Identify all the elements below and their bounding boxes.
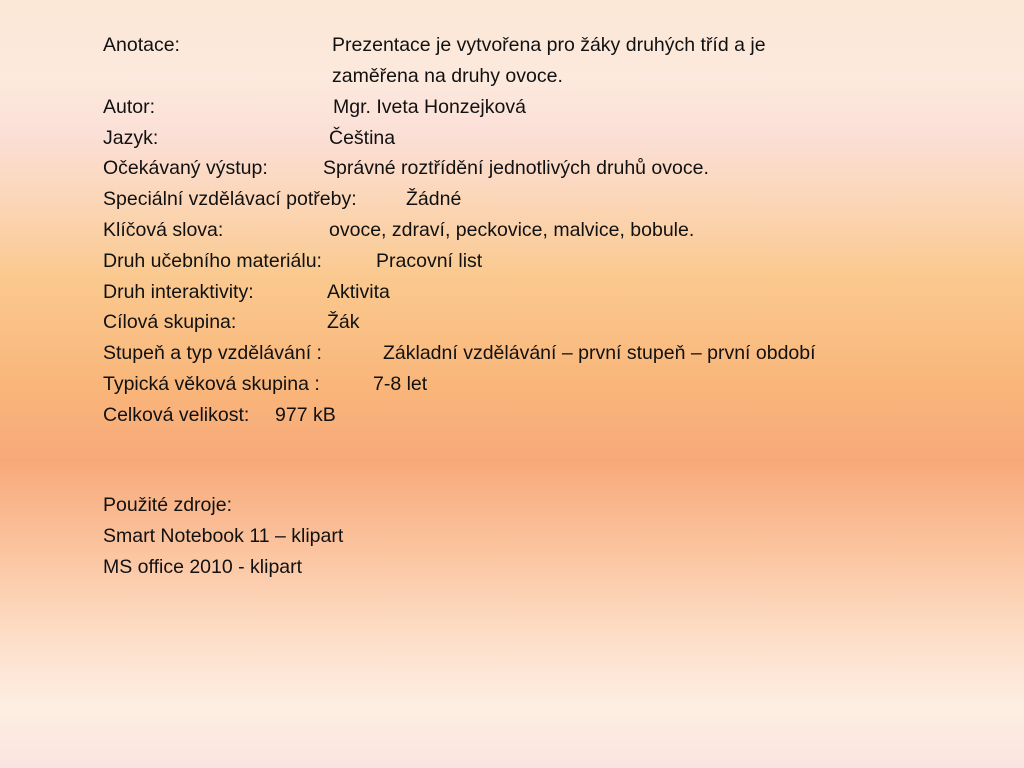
total-size-value: 977 kB — [275, 404, 336, 426]
sources-heading: Použité zdroje: — [103, 494, 232, 516]
special-needs-label: Speciální vzdělávací potřeby: — [103, 188, 357, 210]
material-type-value: Pracovní list — [376, 250, 483, 272]
author-label: Autor: — [103, 96, 156, 118]
annotation-value-line2: zaměřena na druhy ovoce. — [332, 65, 563, 87]
material-type-label: Druh učebního materiálu: — [103, 250, 322, 272]
interactivity-type-label: Druh interaktivity: — [103, 281, 254, 303]
age-group-label: Typická věková skupina : — [103, 373, 320, 395]
language-value: Čeština — [329, 127, 396, 149]
keywords-value: ovoce, zdraví, peckovice, malvice, bobule. — [329, 219, 695, 241]
target-group-value: Žák — [327, 311, 360, 333]
target-group-label: Cílová skupina: — [103, 311, 237, 333]
education-level-value: Základní vzdělávání – první stupeň – první období — [383, 342, 816, 364]
annotation-label: Anotace: — [103, 34, 180, 56]
total-size-label: Celková velikost: — [103, 404, 250, 426]
age-group-value: 7-8 let — [373, 373, 428, 395]
author-value: Mgr. Iveta Honzejková — [333, 96, 526, 118]
expected-output-label: Očekávaný výstup: — [103, 157, 268, 179]
expected-output-value: Správné roztřídění jednotlivých druhů ovoce. — [323, 157, 709, 179]
education-level-label: Stupeň a typ vzdělávání : — [103, 342, 322, 364]
language-label: Jazyk: — [103, 127, 159, 149]
special-needs-value: Žádné — [406, 188, 462, 210]
interactivity-type-value: Aktivita — [327, 281, 390, 303]
annotation-value-line1: Prezentace je vytvořena pro žáky druhých tříd a je — [332, 34, 766, 56]
source-item: MS office 2010 - klipart — [103, 556, 303, 578]
source-item: Smart Notebook 11 – klipart — [103, 525, 344, 547]
keywords-label: Klíčová slova: — [103, 219, 224, 241]
